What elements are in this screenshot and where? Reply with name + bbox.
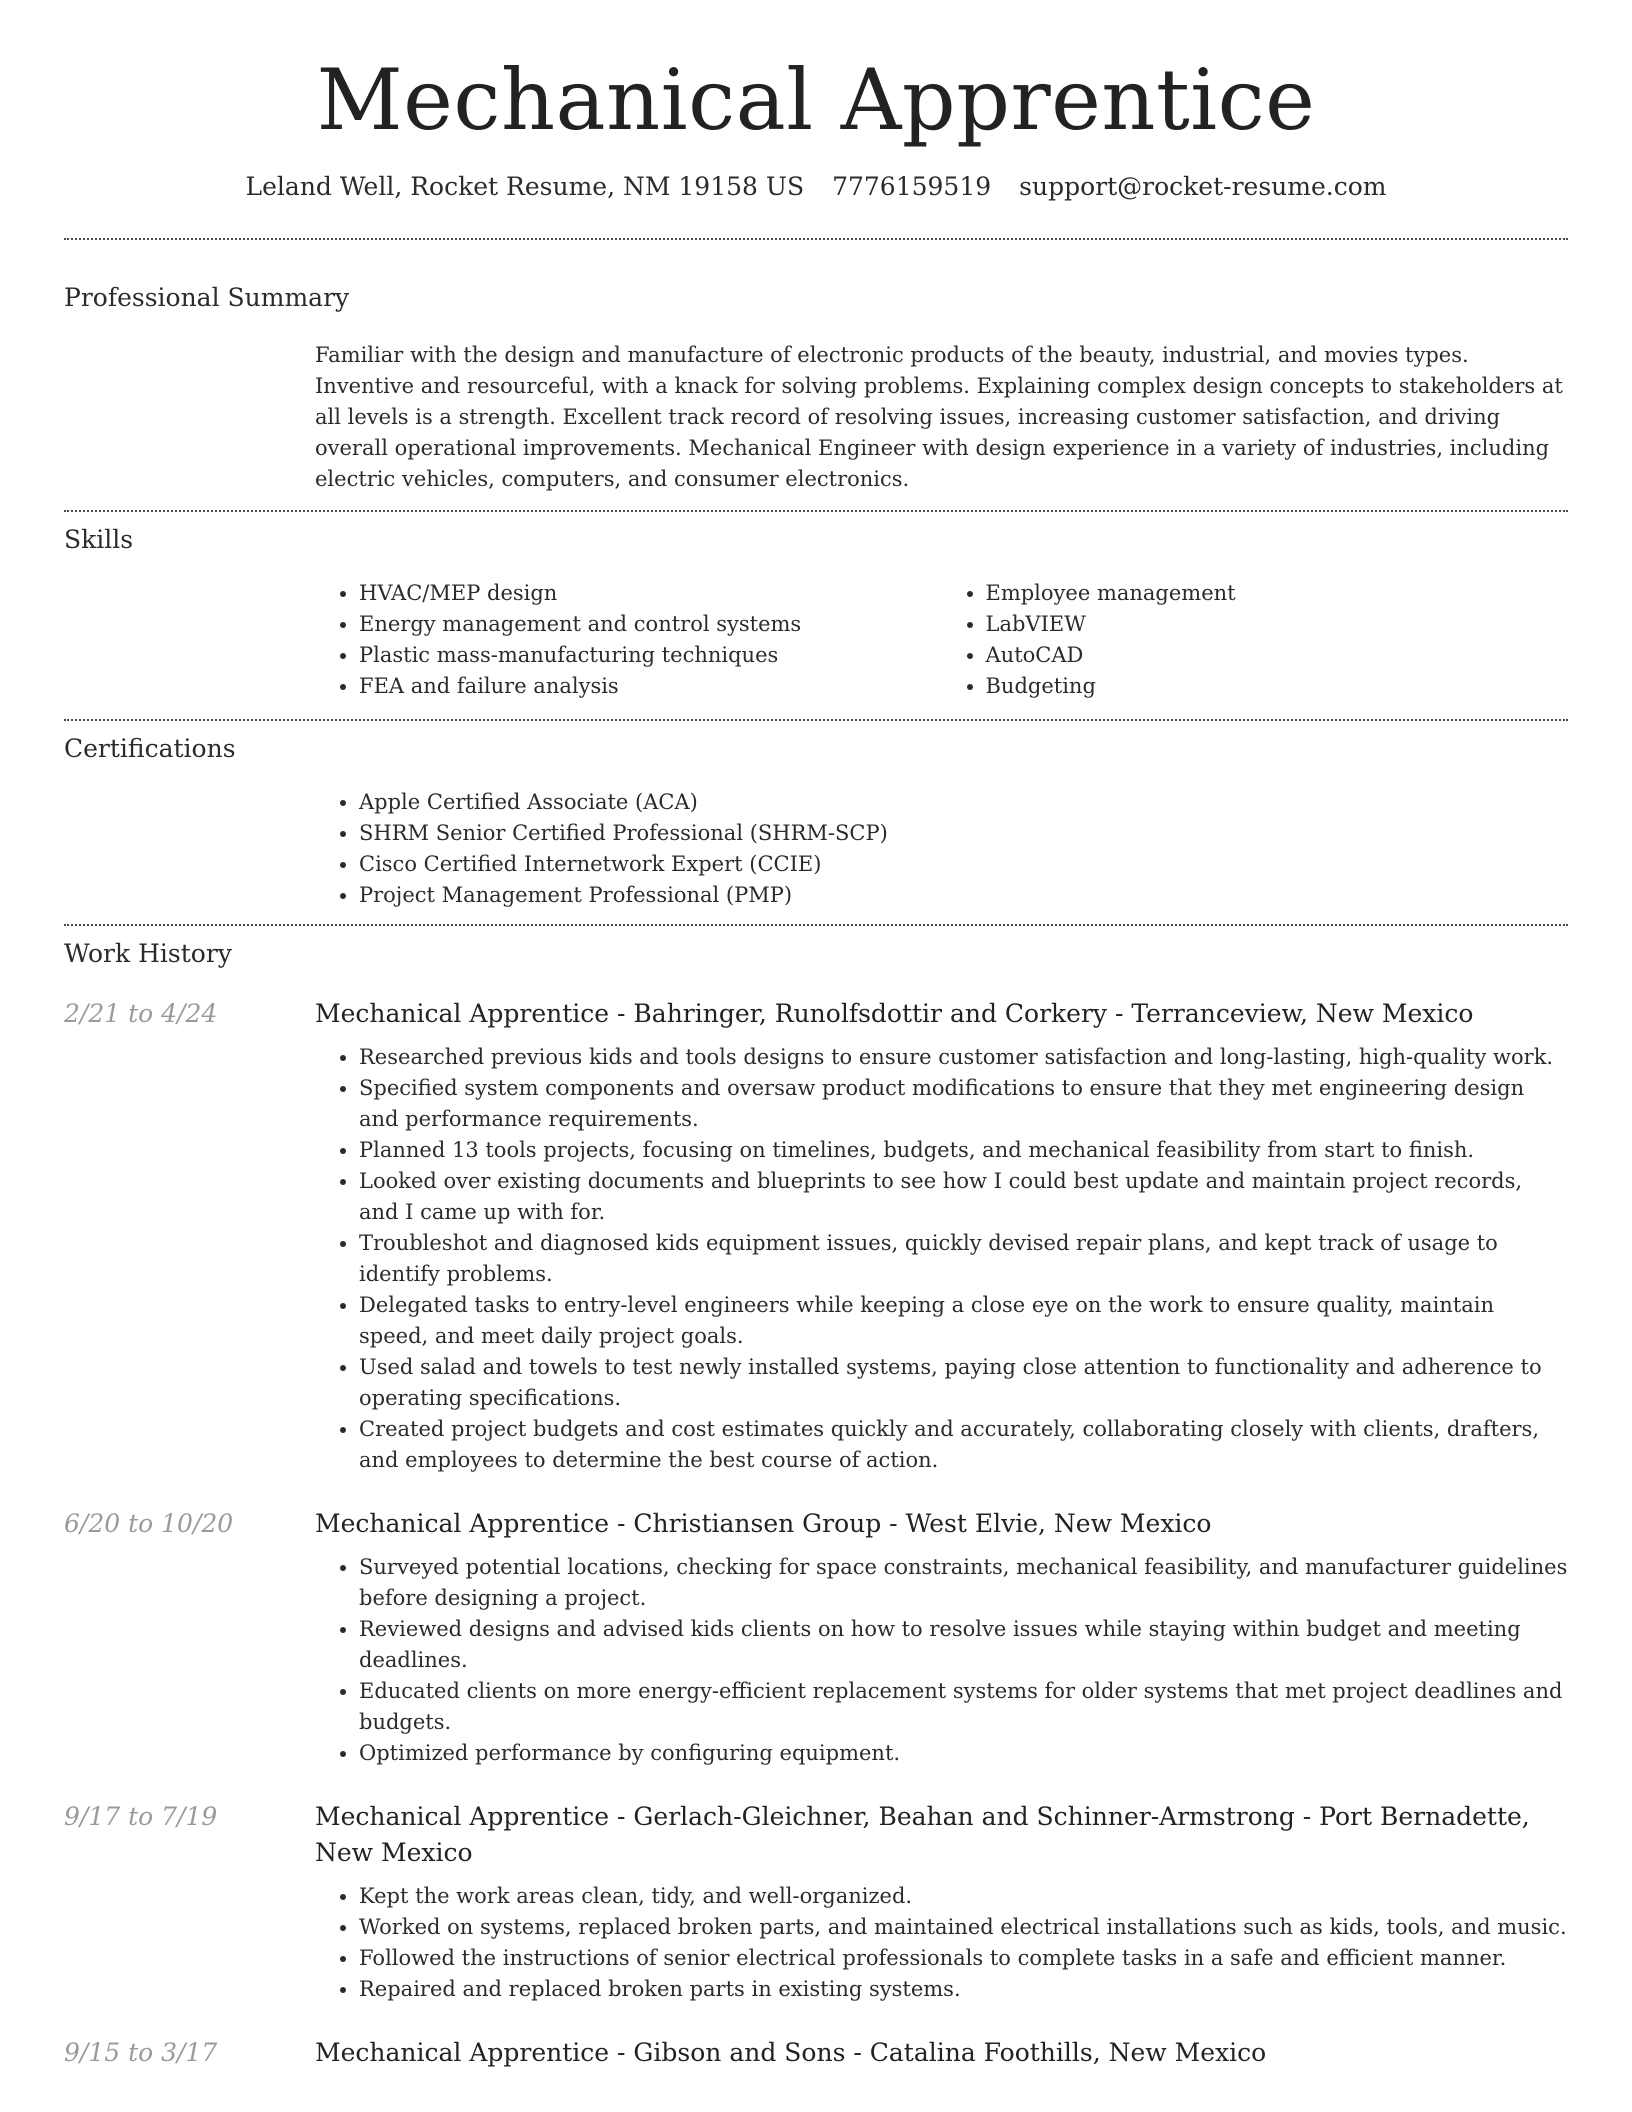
job-bullets: [315, 1042, 1568, 1476]
job-bullet: • Optimized performance by configuring equipment.: [359, 1738, 1568, 1769]
skill-item: • HVAC/MEP design: [359, 578, 942, 609]
section-divider: [64, 924, 1568, 926]
skills-heading: Skills: [64, 525, 134, 554]
job-entry: [64, 1506, 1568, 1769]
certifications-section: [64, 733, 1568, 911]
section-divider: [64, 510, 1568, 512]
job-title: Mechanical Apprentice - Christiansen Group - West Elvie, New Mexico: [315, 1509, 1212, 1538]
contact-email: support@rocket-resume.com: [1019, 172, 1387, 201]
skills-list-left: [315, 578, 942, 702]
job-dates: 9/17 to 7/19: [64, 1802, 218, 1831]
job-bullet: • Worked on systems, replaced broken parts, and maintained electrical installations such as kids, tools, and music.: [359, 1912, 1568, 1943]
job-bullet-list: [315, 1881, 1568, 2005]
job-bullet: • Troubleshot and diagnosed kids equipment issues, quickly devised repair plans, and kept track of usage to identify problems.: [359, 1228, 1568, 1290]
contact-line: [64, 170, 1568, 204]
skills-list-right: [942, 578, 1569, 702]
contact-phone: 7776159519: [832, 172, 992, 201]
work-history-section: [64, 938, 1568, 2071]
resume-title: Mechanical Apprentice: [316, 51, 1316, 149]
job-bullet: • Researched previous kids and tools designs to ensure customer satisfaction and long-lasting, high-quality work.: [359, 1042, 1568, 1073]
section-divider: [64, 238, 1568, 240]
job-title: Mechanical Apprentice - Bahringer, Runolfsdottir and Corkery - Terranceview, New Mexico: [315, 999, 1474, 1028]
summary-body: [315, 340, 1568, 495]
job-bullets: [315, 1881, 1568, 2005]
job-bullet: • Planned 13 tools projects, focusing on timelines, budgets, and mechanical feasibility from start to finish.: [359, 1135, 1568, 1166]
job-entry: [64, 1799, 1568, 2005]
skill-item: • Budgeting: [986, 671, 1569, 702]
job-bullet: • Kept the work areas clean, tidy, and well-organized.: [359, 1881, 1568, 1912]
job-dates: 2/21 to 4/24: [64, 999, 218, 1028]
certifications-list: [315, 787, 1568, 911]
job-bullet: • Delegated tasks to entry-level engineers while keeping a close eye on the work to ensure quality, maintain speed, and meet daily project goals.: [359, 1290, 1568, 1352]
summary-section: [64, 282, 1568, 495]
job-bullet-list: [315, 1552, 1568, 1769]
job-entry: [64, 996, 1568, 1476]
section-divider: [64, 719, 1568, 721]
job-bullet: • Surveyed potential locations, checking for space constraints, mechanical feasibility, and manufacturer guidelines before designing a project.: [359, 1552, 1568, 1614]
skill-item: • Employee management: [986, 578, 1569, 609]
job-bullet: • Specified system components and oversaw product modifications to ensure that they met engineering design and performance requirements.: [359, 1073, 1568, 1135]
contact-address: Leland Well, Rocket Resume, NM 19158 US: [245, 172, 805, 201]
certification-item: • SHRM Senior Certified Professional (SHRM-SCP): [359, 818, 1568, 849]
job-entry: [64, 2035, 1568, 2071]
skills-grid: [315, 578, 1568, 702]
job-bullet: • Reviewed designs and advised kids clients on how to resolve issues while staying within budget and meeting deadlines.: [359, 1614, 1568, 1676]
certifications-body: [315, 787, 1568, 911]
skill-item: • FEA and failure analysis: [359, 671, 942, 702]
skill-item: • AutoCAD: [986, 640, 1569, 671]
skill-item: • LabVIEW: [986, 609, 1569, 640]
work-history-heading: Work History: [64, 939, 232, 968]
job-bullet-list: [315, 1042, 1568, 1476]
job-bullet: • Repaired and replaced broken parts in existing systems.: [359, 1974, 1568, 2005]
job-bullet: • Educated clients on more energy-efficient replacement systems for older systems that met project deadlines and budgets.: [359, 1676, 1568, 1738]
certification-item: • Apple Certified Associate (ACA): [359, 787, 1568, 818]
job-title: Mechanical Apprentice - Gerlach-Gleichner, Beahan and Schinner-Armstrong - Port Bernadette, New Mexico: [315, 1802, 1530, 1867]
job-title: Mechanical Apprentice - Gibson and Sons - Catalina Foothills, New Mexico: [315, 2038, 1267, 2067]
job-bullet: • Followed the instructions of senior electrical professionals to complete tasks in a safe and efficient manner.: [359, 1943, 1568, 1974]
job-bullet: • Created project budgets and cost estimates quickly and accurately, collaborating closely with clients, drafters, and employees to determine the best course of action.: [359, 1414, 1568, 1476]
summary-heading: Professional Summary: [64, 283, 350, 312]
skill-item: • Plastic mass-manufacturing techniques: [359, 640, 942, 671]
certifications-heading: Certifications: [64, 734, 236, 763]
summary-text: Familiar with the design and manufacture of electronic products of the beauty, industrial, and movies types. Inventive and resourceful, with a knack for solving problems. Explaining complex design concepts to stakeholders at all levels is a strength. Excellent track record of resolving issues, increasing customer satisfaction, and driving overall operational improvements. Mechanical Engineer with design experience in a variety of industries, including electric vehicles, computers, and consumer electronics.: [315, 343, 1563, 491]
job-bullet: • Looked over existing documents and blueprints to see how I could best update and maintain project records, and I came up with for.: [359, 1166, 1568, 1228]
job-dates: 9/15 to 3/17: [64, 2038, 218, 2067]
skills-section: [64, 524, 1568, 702]
skill-item: • Energy management and control systems: [359, 609, 942, 640]
resume-page: [64, 0, 1568, 2071]
job-dates: 6/20 to 10/20: [64, 1509, 234, 1538]
certification-item: • Project Management Professional (PMP): [359, 880, 1568, 911]
job-bullet: • Used salad and towels to test newly installed systems, paying close attention to functionality and adherence to operating specifications.: [359, 1352, 1568, 1414]
certification-item: • Cisco Certified Internetwork Expert (CCIE): [359, 849, 1568, 880]
job-bullets: [315, 1552, 1568, 1769]
